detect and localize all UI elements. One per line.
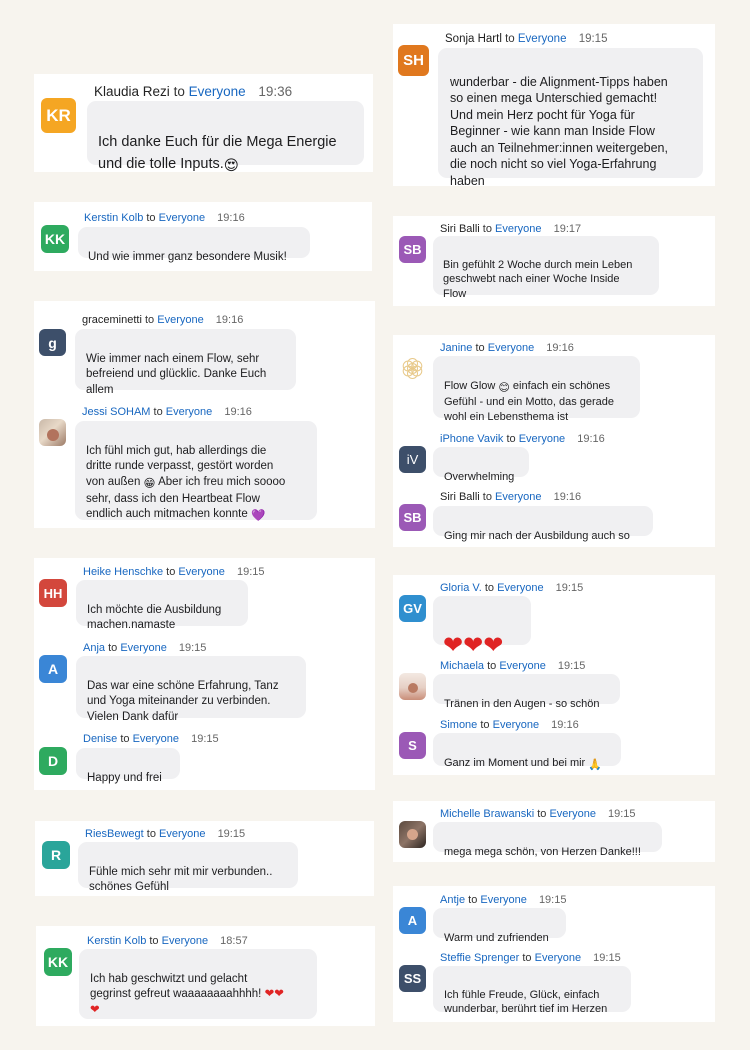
message-bubble: [433, 506, 653, 542]
recipient-link[interactable]: Everyone: [497, 582, 544, 594]
message-bubble: [433, 236, 659, 300]
to-label: to: [506, 433, 516, 445]
hearts-emoji-icon: ❤❤❤: [443, 631, 504, 659]
message-bubble: [87, 101, 364, 174]
timestamp: 19:16: [215, 314, 244, 326]
message-text: Ging mir nach der Ausbildung auch so: [444, 529, 630, 542]
timestamp: 19:15: [555, 582, 584, 594]
recipient-link[interactable]: Everyone: [480, 894, 527, 906]
timestamp: 18:57: [220, 935, 248, 947]
message-bubble: [76, 580, 248, 632]
message-header: [440, 660, 585, 672]
message-text: Warm und zufrienden: [444, 931, 549, 944]
message-header: [82, 314, 243, 326]
avatar: SB: [399, 236, 426, 263]
sender-name[interactable]: Gloria V.: [440, 582, 482, 594]
sender-name[interactable]: Steffie Sprenger: [440, 952, 520, 964]
to-label: to: [505, 33, 515, 45]
message-text: Ich fühle Freude, Glück, einfach wunderbar, berührt tief im Herzen: [444, 988, 608, 1016]
to-label: to: [153, 406, 163, 418]
to-label: to: [149, 935, 159, 947]
message-bubble: [433, 596, 531, 659]
message-bubble: [433, 822, 662, 858]
message-text: Und wie immer ganz besondere Musik!: [88, 251, 287, 264]
avatar: R: [42, 841, 70, 869]
to-label: to: [173, 84, 185, 99]
to-label: to: [487, 660, 497, 672]
message-header: [84, 212, 245, 224]
message-header: [440, 808, 636, 820]
message-bubble: [433, 447, 529, 483]
message-bubble: [75, 329, 296, 396]
chat-card-kerstin: [34, 202, 372, 271]
message-text: mega mega schön, von Herzen Danke!!!: [444, 845, 641, 858]
message-text: Tränen in den Augen - so schön: [444, 697, 600, 710]
message-bubble: [433, 966, 631, 1016]
timestamp: 19:15: [217, 828, 246, 840]
sender-name[interactable]: Michelle Brawanski: [440, 808, 535, 820]
user-photo-avatar: [399, 673, 426, 700]
recipient-link[interactable]: Everyone: [165, 406, 213, 418]
smile-emoji-icon: 😊: [498, 381, 510, 394]
chat-card-heike-anja-denise: [34, 558, 375, 790]
message-text: Ganz im Moment und bei mir: [444, 756, 589, 769]
to-label: to: [482, 223, 492, 235]
sender-name[interactable]: Heike Henschke: [83, 566, 164, 578]
recipient-link[interactable]: Everyone: [517, 33, 567, 45]
to-label: to: [146, 828, 156, 840]
recipient-link[interactable]: Everyone: [487, 342, 535, 354]
chat-card-gloria-michaela-simone: [393, 575, 715, 775]
message-header: [82, 406, 252, 418]
to-label: to: [144, 314, 155, 326]
timestamp: 19:15: [578, 33, 608, 45]
timestamp: 19:36: [258, 84, 293, 99]
message-header: [440, 719, 579, 731]
user-photo-avatar: [399, 821, 426, 848]
message-text: Das war eine schöne Erfahrung, Tanz und Yoga miteinander zu verbinden. Vielen Dank dafür: [87, 680, 279, 723]
timestamp: 19:15: [557, 660, 586, 672]
purple-heart-emoji-icon: 💜: [250, 509, 266, 522]
to-label: to: [537, 808, 547, 820]
avatar: A: [399, 907, 426, 934]
sender-name[interactable]: Kerstin Kolb: [87, 935, 147, 947]
avatar: GV: [399, 595, 426, 622]
message-bubble: [76, 656, 306, 723]
message-header: [83, 642, 206, 654]
hearts-emoji-icon: ❤❤ ❤: [90, 988, 284, 1016]
timestamp: 19:15: [191, 733, 219, 745]
timestamp: 19:16: [224, 406, 252, 418]
message-header: [94, 84, 292, 99]
flower-of-life-avatar-icon: [399, 355, 426, 382]
chat-card-siri: [393, 216, 715, 306]
message-text: Ich danke Euch für die Mega Energie und die tolle Inputs.: [98, 133, 337, 172]
to-label: to: [120, 733, 130, 745]
chat-card-kerstin-2: [36, 926, 375, 1026]
message-text: Bin gefühlt 2 Woche durch mein Leben geschwebt nach einer Woche Inside Flow: [443, 258, 633, 300]
praying-hands-emoji-icon: 🙏: [588, 758, 602, 771]
recipient-link[interactable]: Everyone: [495, 223, 542, 235]
message-bubble: [78, 842, 298, 894]
message-bubble: [75, 421, 317, 520]
sender-name[interactable]: Simone: [440, 719, 478, 731]
sender-name: Siri Balli: [440, 223, 480, 235]
sender-name: Sonja Hartl: [445, 33, 502, 45]
recipient-link[interactable]: Everyone: [120, 642, 167, 654]
chat-card-michelle: [393, 801, 715, 862]
recipient-link[interactable]: Everyone: [132, 733, 180, 745]
message-text: Ich hab geschwitzt und gelacht gegrinst gefreut waaaaaaaahhhh!: [90, 973, 262, 1001]
message-text: Aber ich freu mich soooo sehr, dass ich den Heartbeat Flow endlich auch mitmachen konnte: [86, 475, 286, 520]
avatar: KR: [41, 98, 76, 133]
chat-card-janine-iphone-siri: [393, 335, 715, 547]
recipient-link[interactable]: Everyone: [161, 935, 209, 947]
chat-card-klaudia: [34, 74, 373, 172]
to-label: to: [482, 491, 492, 503]
message-text: wunderbar - die Alignment-Tipps haben so einen mega Unterschied gemacht! Und mein Herz pocht für Yoga für Beginner - wie kann man Inside Flow auch an Teilnehmer:innen weitergeben, die noch nicht so viel Yoga-Erfahrung haben: [450, 74, 668, 188]
recipient-link[interactable]: Everyone: [157, 314, 204, 326]
message-header: [445, 33, 607, 45]
timestamp: 19:17: [553, 223, 582, 235]
chat-card-ries: [35, 821, 374, 896]
avatar: SH: [398, 45, 429, 76]
message-header: [83, 733, 219, 745]
sender-name[interactable]: Jessi SOHAM: [82, 406, 151, 418]
message-header: [440, 342, 574, 354]
message-bubble: [433, 356, 640, 423]
message-header: [87, 935, 248, 947]
message-text: Ich möchte die Ausbildung machen.namaste: [87, 604, 222, 632]
user-photo-avatar: [39, 419, 66, 446]
message-bubble: [78, 227, 310, 264]
avatar: KK: [41, 225, 69, 253]
message-text: Wie immer nach einem Flow, sehr befreiend und glücklic. Danke Euch allem: [86, 353, 267, 396]
timestamp: 19:16: [217, 212, 245, 224]
avatar: HH: [39, 579, 67, 607]
chat-card-sonja: [393, 24, 715, 186]
sender-name[interactable]: iPhone Vavik: [440, 433, 504, 445]
to-label: to: [484, 582, 495, 594]
sender-name[interactable]: Antje: [440, 894, 466, 906]
recipient-link[interactable]: Everyone: [158, 212, 206, 224]
message-bubble: [433, 733, 621, 771]
recipient-link[interactable]: Everyone: [518, 433, 566, 445]
timestamp: 19:15: [236, 566, 265, 578]
to-label: to: [468, 894, 478, 906]
timestamp: 19:16: [551, 719, 579, 731]
sender-name[interactable]: RiesBewegt: [85, 828, 144, 840]
message-text: Flow Glow: [444, 379, 499, 392]
message-text: Ich fühl mich gut, hab allerdings die dritte runde verpasst, gestört worden von außen: [86, 445, 274, 488]
message-header: [440, 894, 566, 906]
recipient-link[interactable]: Everyone: [159, 828, 206, 840]
avatar: KK: [44, 948, 72, 976]
message-bubble: [76, 748, 180, 785]
chat-card-grace-jessi: [34, 301, 375, 528]
avatar: D: [39, 747, 67, 775]
message-text: Happy und frei: [87, 772, 162, 785]
avatar: iV: [399, 446, 426, 473]
message-header: [440, 223, 581, 235]
sender-name[interactable]: Janine: [440, 342, 473, 354]
to-label: to: [475, 342, 485, 354]
recipient-link[interactable]: Everyone: [492, 719, 540, 731]
message-header: [83, 566, 264, 578]
timestamp: 19:15: [593, 952, 621, 964]
timestamp: 19:16: [546, 342, 574, 354]
timestamp: 19:15: [538, 894, 567, 906]
recipient-link[interactable]: Everyone: [534, 952, 582, 964]
avatar: SS: [399, 965, 426, 992]
sender-name[interactable]: Denise: [83, 733, 118, 745]
grin-emoji-icon: 😁: [143, 477, 156, 490]
message-header: [440, 952, 621, 964]
recipient-link[interactable]: Everyone: [188, 84, 246, 99]
recipient-link[interactable]: Everyone: [178, 566, 225, 578]
sender-name[interactable]: Michaela: [440, 660, 485, 672]
message-bubble: [79, 949, 317, 1019]
sender-name: graceminetti: [82, 314, 142, 326]
to-label: to: [166, 566, 176, 578]
timestamp: 19:15: [608, 808, 636, 820]
sender-name[interactable]: Anja: [83, 642, 106, 654]
message-bubble: [433, 908, 566, 944]
timestamp: 19:16: [577, 433, 605, 445]
message-header: [85, 828, 245, 840]
avatar: S: [399, 732, 426, 759]
message-bubble: [438, 48, 703, 188]
to-label: to: [146, 212, 156, 224]
message-header: [440, 582, 583, 594]
message-text: Overwhelming: [444, 470, 515, 483]
message-header: [440, 433, 605, 445]
message-text: Fühle mich sehr mit mir verbunden.. schönes Gefühl: [89, 866, 273, 894]
avatar: SB: [399, 504, 426, 531]
timestamp: 19:16: [553, 491, 582, 503]
to-label: to: [108, 642, 118, 654]
recipient-link[interactable]: Everyone: [549, 808, 596, 820]
chat-card-antje-steffie: [393, 886, 715, 1022]
sender-name: Klaudia Rezi: [94, 84, 170, 99]
avatar: g: [39, 329, 66, 356]
recipient-link[interactable]: Everyone: [499, 660, 546, 672]
message-text: einfach ein schönes Gefühl - und ein Motto, das gerade wohl ein Lebensthema ist: [444, 379, 614, 423]
to-label: to: [522, 952, 532, 964]
timestamp: 19:15: [178, 642, 207, 654]
sender-name[interactable]: Kerstin Kolb: [84, 212, 144, 224]
recipient-link[interactable]: Everyone: [495, 491, 542, 503]
message-header: [440, 491, 581, 503]
message-bubble: [433, 674, 620, 710]
sender-name: Siri Balli: [440, 491, 480, 503]
heart-eyes-emoji-icon: 😍: [223, 157, 239, 174]
avatar: A: [39, 655, 67, 683]
to-label: to: [480, 719, 490, 731]
